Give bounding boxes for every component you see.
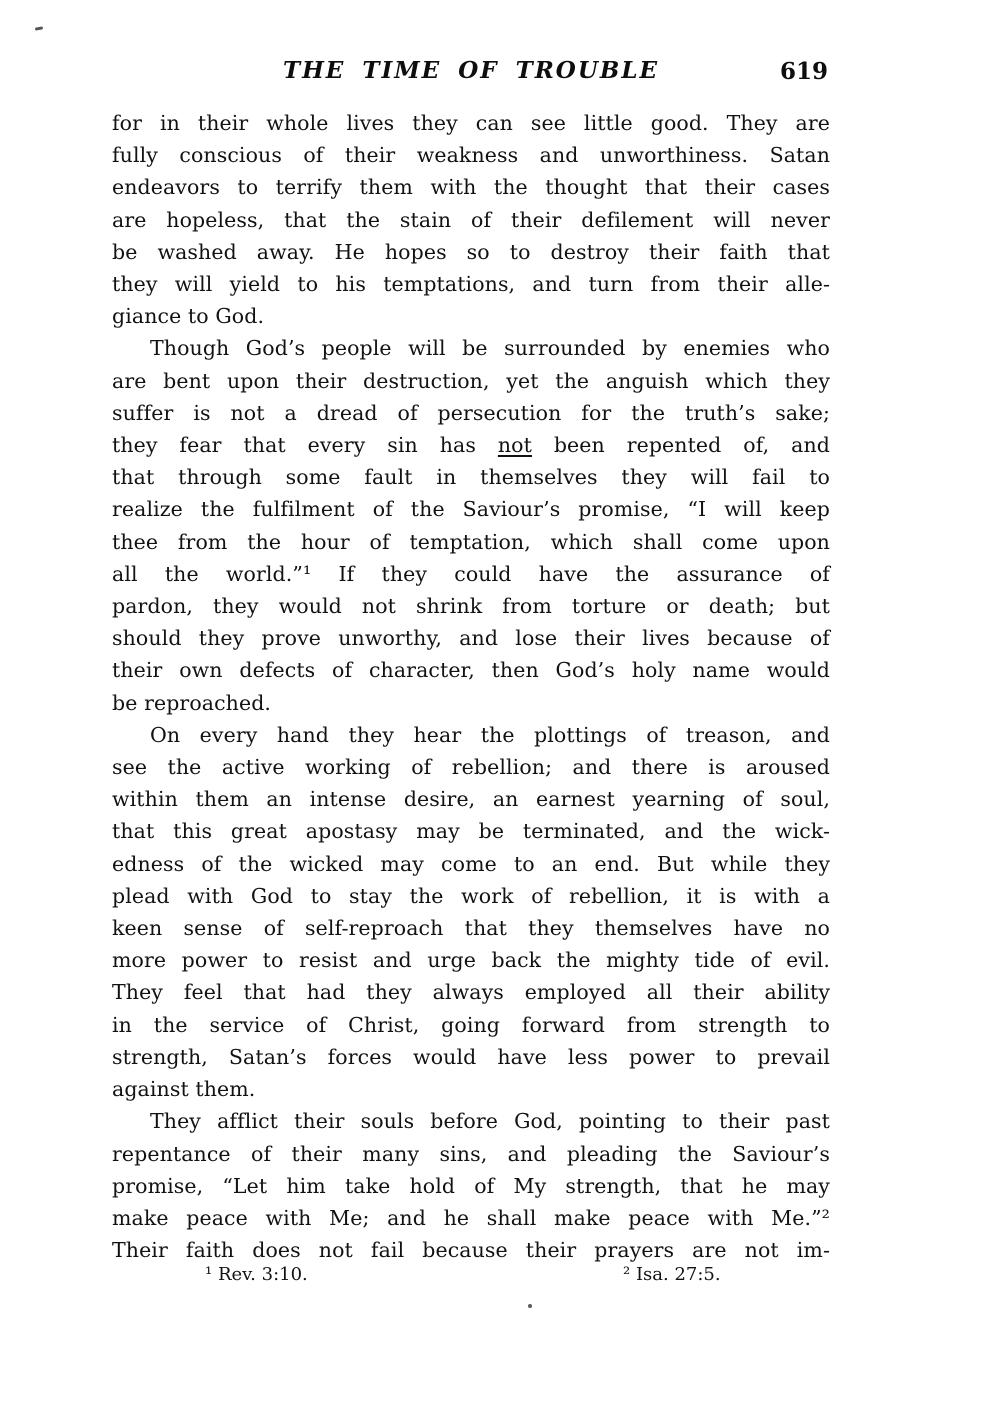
text-line: more power to resist and urge back the mighty tide of evil. (112, 948, 830, 973)
text-line: suffer is not a dread of persecution for the truth’s sake; (112, 400, 830, 425)
text-line: Their faith does not fail because their prayers are not im- (112, 1238, 830, 1263)
text-line: thee from the hour of temptation, which shall come upon (112, 529, 830, 554)
text-line: giance to God. (112, 304, 265, 329)
text-line: On every hand they hear the plottings of treason, and (150, 722, 830, 747)
text-line: keen sense of self-reproach that they themselves have no (112, 916, 830, 941)
text-line: pardon, they would not shrink from torture or death; but (112, 594, 830, 619)
text-line: for in their whole lives they can see little good. They are (112, 111, 830, 135)
text-line: make peace with Me; and he shall make peace with Me.”² (112, 1205, 830, 1230)
text-line (112, 429, 830, 461)
text-segment: been repented of, and (531, 433, 830, 458)
text-line: Though God’s people will be surrounded by enemies who (150, 336, 830, 361)
text-line: within them an intense desire, an earnest yearning of soul, (112, 787, 830, 812)
page-header (112, 57, 830, 91)
text-line: They afflict their souls before God, pointing to their past (150, 1109, 830, 1134)
scan-artifact-dot (528, 1304, 532, 1308)
text-line: endeavors to terrify them with the thought that their cases (112, 175, 830, 200)
paragraph (112, 107, 830, 332)
page-number: 619 (779, 58, 828, 85)
text-line: be washed away. He hopes so to destroy their faith that (112, 239, 830, 264)
text-line: in the service of Christ, going forward from strength to (112, 1012, 830, 1037)
paragraph (112, 332, 830, 718)
body-text (112, 107, 830, 1266)
text-line: edness of the wicked may come to an end. But while they (112, 851, 830, 876)
text-line: promise, “Let him take hold of My strength, that he may (112, 1173, 830, 1198)
text-line: repentance of their many sins, and pleading the Saviour’s (112, 1141, 830, 1166)
running-head-title: THE TIME OF TROUBLE (282, 57, 660, 84)
text-line: are bent upon their destruction, yet the anguish which they (112, 368, 830, 393)
text-line: strength, Satan’s forces would have less power to prevail (112, 1044, 830, 1069)
text-line: all the world.”¹ If they could have the assurance of (112, 561, 830, 586)
text-line: against them. (112, 1077, 256, 1102)
footnotes (112, 1264, 830, 1294)
paragraph (112, 1105, 830, 1266)
paragraph (112, 719, 830, 1105)
text-line: realize the fulfilment of the Saviour’s promise, “I will keep (112, 497, 830, 522)
text-line: be reproached. (112, 690, 272, 715)
text-line: should they prove unworthy, and lose their lives because of (112, 626, 830, 651)
text-line: they will yield to his temptations, and turn from their alle- (112, 272, 830, 297)
text-line: that this great apostasy may be terminated, and the wick- (112, 819, 830, 844)
emphasized-word: not (497, 433, 532, 458)
text-line: that through some fault in themselves they will fail to (112, 465, 830, 490)
footnote-2: ² Isa. 27:5. (623, 1264, 721, 1285)
text-line: fully conscious of their weakness and unworthiness. Satan (112, 143, 830, 168)
text-line: They feel that had they always employed all their ability (112, 980, 830, 1005)
text-line: are hopeless, that the stain of their defilement will never (112, 207, 830, 232)
text-segment: they fear that every sin has (112, 433, 498, 458)
footnote-1: ¹ Rev. 3:10. (205, 1264, 308, 1285)
scan-artifact-mark (35, 26, 43, 30)
text-line: see the active working of rebellion; and there is aroused (112, 755, 830, 780)
text-line: plead with God to stay the work of rebellion, it is with a (112, 883, 830, 908)
text-line: their own defects of character, then God’s holy name would (112, 658, 830, 683)
